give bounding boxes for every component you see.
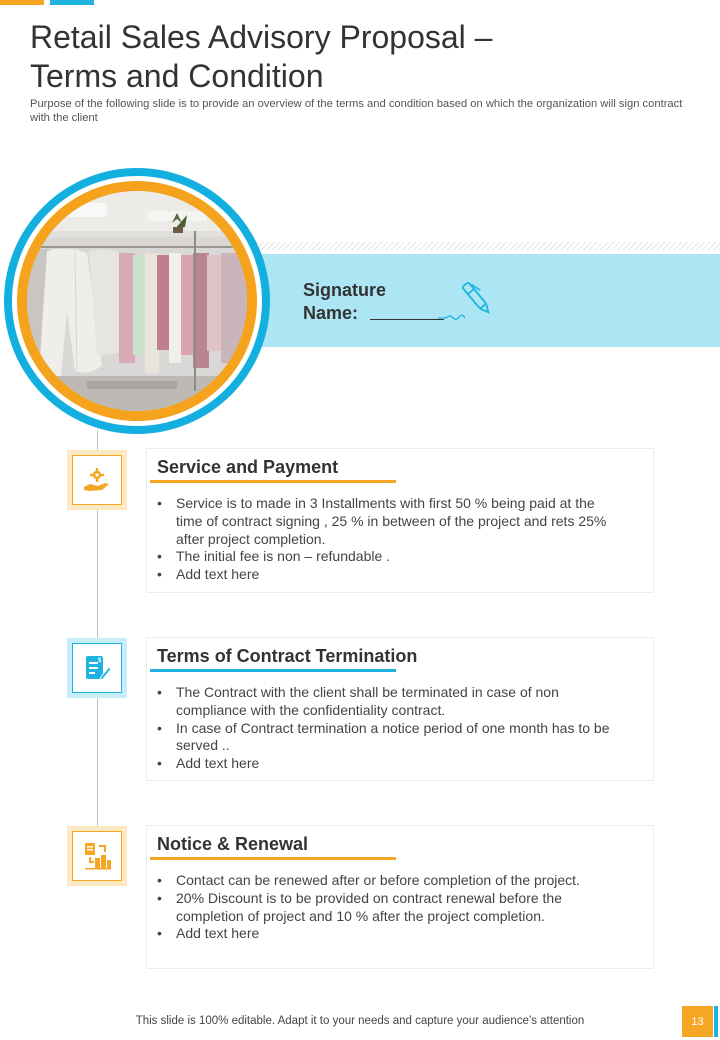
notice-renewal-icon-box (67, 826, 127, 886)
service-payment-title: Service and Payment (157, 457, 339, 477)
page-subtitle: Purpose of the following slide is to provide an overview of the terms and condition based on which the organization will sign contract with the client (30, 98, 683, 124)
list-item: • Add text here (157, 755, 617, 773)
contract-termination-underline (150, 669, 396, 672)
hand-gear-icon (81, 464, 113, 496)
contract-pen-icon (81, 652, 113, 684)
top-accent-orange (0, 0, 44, 5)
notice-renewal-card (146, 825, 654, 969)
list-item: • Add text here (157, 925, 617, 943)
clothing-rack-photo (27, 191, 247, 411)
contract-termination-title: Terms of Contract Termination (157, 646, 418, 666)
service-payment-list (157, 495, 617, 584)
top-accent-blue (50, 0, 94, 5)
pen-icon (438, 280, 504, 322)
notice-renewal-title: Notice & Renewal (157, 834, 309, 854)
contract-termination-card (146, 637, 654, 781)
notice-renewal-underline (150, 857, 396, 860)
notice-renewal-icon-frame (72, 831, 122, 881)
page-number-accent (714, 1006, 718, 1037)
contract-termination-icon-frame (72, 643, 122, 693)
footer-text: This slide is 100% editable. Adapt it to your needs and capture your audience’s attention (135, 1015, 585, 1027)
list-item: • Service is to made in 3 Installments with first 50 % being paid at the time of contract signing , 25 % in between of the project and rets 25% after project completion. (157, 495, 617, 548)
contract-termination-list (157, 684, 617, 773)
service-payment-icon-box (67, 450, 127, 510)
notice-renewal-list (157, 872, 617, 943)
title-line-1: Retail Sales Advisory Proposal – (30, 19, 493, 55)
signature-line (370, 319, 444, 320)
service-payment-underline (150, 480, 396, 483)
page-number: 13 (682, 1006, 713, 1037)
svg-text:$: $ (98, 658, 102, 664)
contract-termination-icon-box (67, 638, 127, 698)
hatch-stripe (240, 242, 720, 250)
signature-label-line1: Signature (303, 280, 387, 300)
service-payment-card (146, 448, 654, 593)
service-payment-icon-frame (72, 455, 122, 505)
list-item: • 20% Discount is to be provided on contract renewal before the completion of project and 10 % after the project completion. (157, 890, 617, 926)
signature-label-line2: Name: (303, 303, 359, 323)
list-item: • Contact can be renewed after or before completion of the project. (157, 872, 617, 890)
page-title (30, 18, 630, 96)
list-item: • The Contract with the client shall be terminated in case of non compliance with the confidentiality contract. (157, 684, 617, 720)
title-line-2: Terms and Condition (30, 58, 324, 94)
list-item: • In case of Contract termination a notice period of one month has to be served .. (157, 720, 617, 756)
renewal-flow-icon (81, 840, 113, 872)
list-item: • The initial fee is non – refundable . (157, 548, 617, 566)
list-item: • Add text here (157, 566, 617, 584)
